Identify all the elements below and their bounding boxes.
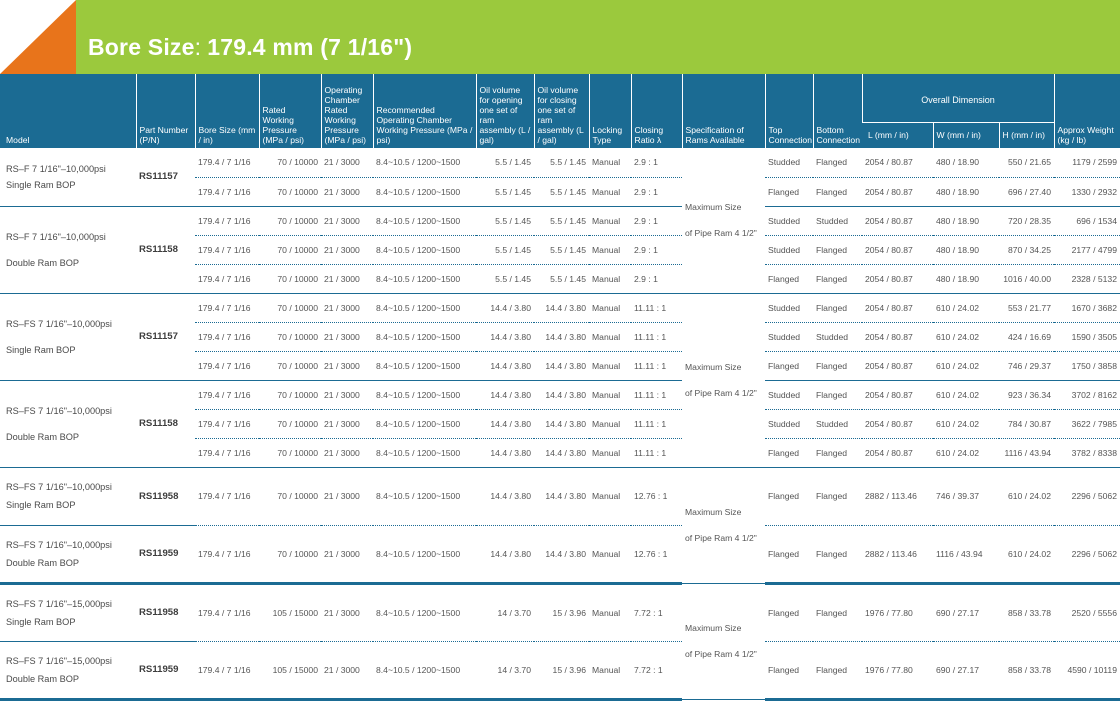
- model-type: Single Ram BOP: [6, 179, 76, 190]
- cell-weight: 2296 / 5062: [1054, 525, 1120, 583]
- col-oil-open: Oil volume for opening one set of ram assembly (L / gal): [476, 74, 534, 148]
- cell-bore-size: 179.4 / 7 1/16: [195, 641, 259, 699]
- spec-line2: of Pipe Ram 4 1/2": [685, 533, 757, 543]
- cell-width: 480 / 18.90: [933, 264, 999, 293]
- model-name: RS–FS 7 1/16"–10,000psi: [6, 405, 112, 416]
- cell-closing-ratio: 11.11 : 1: [631, 351, 682, 380]
- cell-bore-size: 179.4 / 7 1/16: [195, 583, 259, 641]
- table-body: [0, 148, 1120, 699]
- cell-closing-ratio: 2.9 : 1: [631, 206, 682, 235]
- title-prefix: Bore Size: [88, 34, 195, 60]
- model-name: RS–FS 7 1/16"–15,000psi: [6, 598, 112, 609]
- cell-bore-size: 179.4 / 7 1/16: [195, 264, 259, 293]
- cell-height: 1016 / 40.00: [999, 264, 1054, 293]
- part-number: RS11958: [136, 583, 195, 641]
- cell-oil-open: 5.5 / 1.45: [476, 264, 534, 293]
- cell-bore-size: 179.4 / 7 1/16: [195, 148, 259, 177]
- model-cell: [0, 583, 136, 641]
- cell-recommended-pressure: 8.4~10.5 / 1200~1500: [373, 322, 476, 351]
- cell-rated-pressure: 70 / 10000: [259, 409, 321, 438]
- cell-length: 2054 / 80.87: [862, 264, 933, 293]
- cell-chamber-pressure: 21 / 3000: [321, 467, 373, 525]
- model-name: RS–F 7 1/16"–10,000psi: [6, 163, 106, 174]
- spec-line2: of Pipe Ram 4 1/2": [685, 388, 757, 398]
- cell-width: 610 / 24.02: [933, 293, 999, 322]
- cell-length: 2054 / 80.87: [862, 351, 933, 380]
- cell-weight: 3702 / 8162: [1054, 380, 1120, 409]
- spec-rams-cell: [682, 293, 765, 467]
- cell-width: 480 / 18.90: [933, 235, 999, 264]
- cell-oil-close: 15 / 3.96: [534, 583, 589, 641]
- cell-chamber-pressure: 21 / 3000: [321, 380, 373, 409]
- cell-top-connection: Flanged: [765, 264, 813, 293]
- cell-rated-pressure: 70 / 10000: [259, 438, 321, 467]
- cell-chamber-pressure: 21 / 3000: [321, 409, 373, 438]
- cell-height: 610 / 24.02: [999, 525, 1054, 583]
- corner-triangle: [0, 0, 76, 74]
- cell-width: 690 / 27.17: [933, 583, 999, 641]
- cell-rated-pressure: 70 / 10000: [259, 177, 321, 206]
- model-name: RS–FS 7 1/16"–10,000psi: [6, 318, 112, 329]
- cell-recommended-pressure: 8.4~10.5 / 1200~1500: [373, 293, 476, 322]
- cell-oil-close: 5.5 / 1.45: [534, 206, 589, 235]
- cell-weight: 4590 / 10119: [1054, 641, 1120, 699]
- cell-weight: 1179 / 2599: [1054, 148, 1120, 177]
- cell-closing-ratio: 2.9 : 1: [631, 235, 682, 264]
- cell-rated-pressure: 70 / 10000: [259, 293, 321, 322]
- cell-top-connection: Studded: [765, 380, 813, 409]
- cell-weight: 3622 / 7985: [1054, 409, 1120, 438]
- cell-locking-type: Manual: [589, 351, 631, 380]
- col-top-connection: Top Connection: [765, 74, 813, 148]
- cell-weight: 1330 / 2932: [1054, 177, 1120, 206]
- cell-bottom-connection: Flanged: [813, 467, 862, 525]
- cell-oil-close: 5.5 / 1.45: [534, 177, 589, 206]
- spec-rams-cell: [682, 467, 765, 583]
- cell-oil-open: 14.4 / 3.80: [476, 467, 534, 525]
- cell-closing-ratio: 11.11 : 1: [631, 322, 682, 351]
- spec-rams-cell: [682, 148, 765, 293]
- model-cell: [0, 293, 136, 380]
- cell-length: 2882 / 113.46: [862, 525, 933, 583]
- cell-bore-size: 179.4 / 7 1/16: [195, 351, 259, 380]
- cell-recommended-pressure: 8.4~10.5 / 1200~1500: [373, 351, 476, 380]
- cell-locking-type: Manual: [589, 641, 631, 699]
- cell-height: 858 / 33.78: [999, 583, 1054, 641]
- cell-height: 746 / 29.37: [999, 351, 1054, 380]
- cell-bore-size: 179.4 / 7 1/16: [195, 467, 259, 525]
- cell-top-connection: Flanged: [765, 351, 813, 380]
- col-locking-type: Locking Type: [589, 74, 631, 148]
- cell-weight: 1590 / 3505: [1054, 322, 1120, 351]
- cell-rated-pressure: 70 / 10000: [259, 148, 321, 177]
- cell-recommended-pressure: 8.4~10.5 / 1200~1500: [373, 148, 476, 177]
- cell-closing-ratio: 2.9 : 1: [631, 264, 682, 293]
- cell-rated-pressure: 70 / 10000: [259, 351, 321, 380]
- cell-bottom-connection: Flanged: [813, 264, 862, 293]
- cell-height: 553 / 21.77: [999, 293, 1054, 322]
- cell-bore-size: 179.4 / 7 1/16: [195, 525, 259, 583]
- cell-oil-close: 14.4 / 3.80: [534, 409, 589, 438]
- cell-oil-close: 14.4 / 3.80: [534, 438, 589, 467]
- model-type: Single Ram BOP: [6, 500, 76, 510]
- cell-length: 2054 / 80.87: [862, 438, 933, 467]
- model-type: Single Ram BOP: [6, 616, 76, 627]
- cell-rated-pressure: 70 / 10000: [259, 264, 321, 293]
- cell-closing-ratio: 11.11 : 1: [631, 438, 682, 467]
- cell-top-connection: Flanged: [765, 467, 813, 525]
- cell-locking-type: Manual: [589, 409, 631, 438]
- cell-weight: 1670 / 3682: [1054, 293, 1120, 322]
- cell-recommended-pressure: 8.4~10.5 / 1200~1500: [373, 264, 476, 293]
- cell-oil-open: 5.5 / 1.45: [476, 148, 534, 177]
- cell-height: 720 / 28.35: [999, 206, 1054, 235]
- cell-locking-type: Manual: [589, 177, 631, 206]
- part-number: RS11959: [136, 525, 195, 583]
- cell-bore-size: 179.4 / 7 1/16: [195, 293, 259, 322]
- cell-width: 690 / 27.17: [933, 641, 999, 699]
- cell-rated-pressure: 70 / 10000: [259, 322, 321, 351]
- part-number: RS11158: [136, 206, 195, 293]
- col-oil-close: Oil volume for closing one set of ram assembly (L / gal): [534, 74, 589, 148]
- cell-closing-ratio: 11.11 : 1: [631, 293, 682, 322]
- cell-oil-close: 14.4 / 3.80: [534, 380, 589, 409]
- cell-width: 610 / 24.02: [933, 409, 999, 438]
- cell-height: 1116 / 43.94: [999, 438, 1054, 467]
- col-bore-size: Bore Size (mm / in): [195, 74, 259, 148]
- cell-oil-open: 14.4 / 3.80: [476, 293, 534, 322]
- part-number: RS11157: [136, 293, 195, 380]
- cell-locking-type: Manual: [589, 235, 631, 264]
- cell-chamber-pressure: 21 / 3000: [321, 583, 373, 641]
- cell-oil-open: 14.4 / 3.80: [476, 438, 534, 467]
- cell-top-connection: Flanged: [765, 438, 813, 467]
- title-separator: :: [194, 34, 202, 60]
- cell-height: 696 / 27.40: [999, 177, 1054, 206]
- cell-locking-type: Manual: [589, 438, 631, 467]
- cell-top-connection: Studded: [765, 235, 813, 264]
- cell-length: 2054 / 80.87: [862, 148, 933, 177]
- cell-height: 610 / 24.02: [999, 467, 1054, 525]
- cell-height: 858 / 33.78: [999, 641, 1054, 699]
- part-number: RS11157: [136, 148, 195, 206]
- cell-chamber-pressure: 21 / 3000: [321, 264, 373, 293]
- cell-bottom-connection: Flanged: [813, 351, 862, 380]
- cell-length: 2054 / 80.87: [862, 380, 933, 409]
- cell-oil-open: 5.5 / 1.45: [476, 235, 534, 264]
- table-row: [0, 293, 1120, 322]
- cell-weight: 3782 / 8338: [1054, 438, 1120, 467]
- cell-recommended-pressure: 8.4~10.5 / 1200~1500: [373, 583, 476, 641]
- cell-height: 923 / 36.34: [999, 380, 1054, 409]
- cell-closing-ratio: 7.72 : 1: [631, 641, 682, 699]
- cell-rated-pressure: 105 / 15000: [259, 583, 321, 641]
- cell-locking-type: Manual: [589, 148, 631, 177]
- cell-bottom-connection: Flanged: [813, 148, 862, 177]
- model-name: RS–FS 7 1/16"–10,000psi: [6, 539, 112, 550]
- table-row: [0, 380, 1120, 409]
- cell-closing-ratio: 12.76 : 1: [631, 467, 682, 525]
- part-number: RS11158: [136, 380, 195, 467]
- cell-bottom-connection: Flanged: [813, 525, 862, 583]
- cell-length: 2054 / 80.87: [862, 177, 933, 206]
- cell-bore-size: 179.4 / 7 1/16: [195, 235, 259, 264]
- cell-locking-type: Manual: [589, 293, 631, 322]
- cell-weight: 2520 / 5556: [1054, 583, 1120, 641]
- cell-weight: 696 / 1534: [1054, 206, 1120, 235]
- cell-weight: 2177 / 4799: [1054, 235, 1120, 264]
- cell-bore-size: 179.4 / 7 1/16: [195, 380, 259, 409]
- cell-locking-type: Manual: [589, 206, 631, 235]
- cell-bore-size: 179.4 / 7 1/16: [195, 438, 259, 467]
- col-recommended-pressure: Recommended Operating Chamber Working Pressure (MPa / psi): [373, 74, 476, 148]
- col-weight: Approx Weight (kg / lb): [1054, 74, 1120, 148]
- cell-width: 480 / 18.90: [933, 148, 999, 177]
- header-row: [0, 74, 1120, 122]
- cell-rated-pressure: 70 / 10000: [259, 467, 321, 525]
- cell-closing-ratio: 12.76 : 1: [631, 525, 682, 583]
- cell-recommended-pressure: 8.4~10.5 / 1200~1500: [373, 525, 476, 583]
- cell-bottom-connection: Studded: [813, 322, 862, 351]
- cell-oil-open: 14.4 / 3.80: [476, 409, 534, 438]
- cell-height: 870 / 34.25: [999, 235, 1054, 264]
- cell-length: 1976 / 77.80: [862, 583, 933, 641]
- col-part-number: Part Number (P/N): [136, 74, 195, 148]
- cell-rated-pressure: 70 / 10000: [259, 235, 321, 264]
- cell-bore-size: 179.4 / 7 1/16: [195, 177, 259, 206]
- cell-oil-open: 14.4 / 3.80: [476, 525, 534, 583]
- spec-line1: Maximum Size: [685, 202, 742, 213]
- cell-length: 2054 / 80.87: [862, 293, 933, 322]
- cell-top-connection: Flanged: [765, 583, 813, 641]
- cell-chamber-pressure: 21 / 3000: [321, 148, 373, 177]
- cell-oil-open: 5.5 / 1.45: [476, 177, 534, 206]
- model-type: Double Ram BOP: [6, 557, 80, 568]
- cell-top-connection: Studded: [765, 148, 813, 177]
- cell-width: 480 / 18.90: [933, 206, 999, 235]
- table-row: [0, 467, 1120, 525]
- cell-recommended-pressure: 8.4~10.5 / 1200~1500: [373, 177, 476, 206]
- cell-width: 610 / 24.02: [933, 380, 999, 409]
- col-bottom-connection: Bottom Connection: [813, 74, 862, 148]
- cell-locking-type: Manual: [589, 322, 631, 351]
- cell-chamber-pressure: 21 / 3000: [321, 351, 373, 380]
- cell-chamber-pressure: 21 / 3000: [321, 438, 373, 467]
- cell-length: 2054 / 80.87: [862, 235, 933, 264]
- spec-line1: Maximum Size: [685, 507, 742, 517]
- model-type: Single Ram BOP: [6, 344, 76, 355]
- cell-bore-size: 179.4 / 7 1/16: [195, 206, 259, 235]
- cell-recommended-pressure: 8.4~10.5 / 1200~1500: [373, 409, 476, 438]
- cell-width: 610 / 24.02: [933, 322, 999, 351]
- cell-recommended-pressure: 8.4~10.5 / 1200~1500: [373, 641, 476, 699]
- cell-locking-type: Manual: [589, 264, 631, 293]
- cell-rated-pressure: 70 / 10000: [259, 380, 321, 409]
- cell-bottom-connection: Flanged: [813, 293, 862, 322]
- cell-recommended-pressure: 8.4~10.5 / 1200~1500: [373, 206, 476, 235]
- cell-oil-open: 14.4 / 3.80: [476, 380, 534, 409]
- cell-locking-type: Manual: [589, 380, 631, 409]
- cell-weight: 1750 / 3858: [1054, 351, 1120, 380]
- cell-locking-type: Manual: [589, 583, 631, 641]
- spec-line2: of Pipe Ram 4 1/2": [685, 228, 757, 239]
- col-height: H (mm / in): [999, 122, 1054, 148]
- cell-oil-close: 14.4 / 3.80: [534, 293, 589, 322]
- cell-oil-close: 5.5 / 1.45: [534, 235, 589, 264]
- col-length: L (mm / in): [862, 122, 933, 148]
- cell-oil-close: 14.4 / 3.80: [534, 322, 589, 351]
- cell-recommended-pressure: 8.4~10.5 / 1200~1500: [373, 438, 476, 467]
- cell-width: 746 / 39.37: [933, 467, 999, 525]
- model-name: RS–FS 7 1/16"–10,000psi: [6, 482, 112, 492]
- model-cell: [0, 641, 136, 699]
- cell-top-connection: Flanged: [765, 641, 813, 699]
- cell-oil-close: 5.5 / 1.45: [534, 148, 589, 177]
- cell-chamber-pressure: 21 / 3000: [321, 641, 373, 699]
- cell-bottom-connection: Studded: [813, 409, 862, 438]
- cell-oil-close: 5.5 / 1.45: [534, 264, 589, 293]
- table-row: [0, 583, 1120, 641]
- cell-closing-ratio: 11.11 : 1: [631, 409, 682, 438]
- cell-length: 2054 / 80.87: [862, 409, 933, 438]
- cell-bottom-connection: Flanged: [813, 583, 862, 641]
- col-rated-pressure: Rated Working Pressure (MPa / psi): [259, 74, 321, 148]
- col-spec-rams: Specification of Rams Available: [682, 74, 765, 148]
- title-value: 179.4 mm (7 1/16"): [207, 34, 413, 60]
- cell-bottom-connection: Flanged: [813, 177, 862, 206]
- cell-oil-close: 14.4 / 3.80: [534, 525, 589, 583]
- table-row: [0, 206, 1120, 235]
- cell-bottom-connection: Flanged: [813, 380, 862, 409]
- cell-chamber-pressure: 21 / 3000: [321, 525, 373, 583]
- model-type: Double Ram BOP: [6, 257, 80, 268]
- col-closing-ratio: Closing Ratio λ: [631, 74, 682, 148]
- page-title: [88, 34, 412, 61]
- cell-chamber-pressure: 21 / 3000: [321, 235, 373, 264]
- model-type: Double Ram BOP: [6, 431, 80, 442]
- cell-chamber-pressure: 21 / 3000: [321, 177, 373, 206]
- cell-chamber-pressure: 21 / 3000: [321, 206, 373, 235]
- spec-table: [0, 74, 1120, 701]
- model-cell: [0, 525, 136, 583]
- cell-closing-ratio: 7.72 : 1: [631, 583, 682, 641]
- cell-closing-ratio: 2.9 : 1: [631, 177, 682, 206]
- model-type: Double Ram BOP: [6, 673, 80, 684]
- cell-length: 2882 / 113.46: [862, 467, 933, 525]
- cell-rated-pressure: 70 / 10000: [259, 206, 321, 235]
- cell-recommended-pressure: 8.4~10.5 / 1200~1500: [373, 235, 476, 264]
- cell-oil-open: 14 / 3.70: [476, 583, 534, 641]
- spec-rams-cell: [682, 583, 765, 699]
- cell-closing-ratio: 2.9 : 1: [631, 148, 682, 177]
- cell-top-connection: Studded: [765, 322, 813, 351]
- cell-width: 1116 / 43.94: [933, 525, 999, 583]
- table-row: [0, 641, 1120, 699]
- table-row: [0, 525, 1120, 583]
- cell-bottom-connection: Flanged: [813, 641, 862, 699]
- cell-oil-open: 14.4 / 3.80: [476, 322, 534, 351]
- cell-length: 2054 / 80.87: [862, 322, 933, 351]
- cell-top-connection: Studded: [765, 293, 813, 322]
- cell-locking-type: Manual: [589, 467, 631, 525]
- cell-bottom-connection: Studded: [813, 206, 862, 235]
- cell-chamber-pressure: 21 / 3000: [321, 322, 373, 351]
- cell-oil-close: 14.4 / 3.80: [534, 467, 589, 525]
- cell-height: 424 / 16.69: [999, 322, 1054, 351]
- cell-bore-size: 179.4 / 7 1/16: [195, 322, 259, 351]
- cell-recommended-pressure: 8.4~10.5 / 1200~1500: [373, 467, 476, 525]
- cell-closing-ratio: 11.11 : 1: [631, 380, 682, 409]
- col-width: W (mm / in): [933, 122, 999, 148]
- cell-rated-pressure: 70 / 10000: [259, 525, 321, 583]
- part-number: RS11958: [136, 467, 195, 525]
- model-cell: [0, 148, 136, 206]
- cell-chamber-pressure: 21 / 3000: [321, 293, 373, 322]
- table-row: [0, 148, 1120, 177]
- cell-locking-type: Manual: [589, 525, 631, 583]
- cell-oil-open: 14 / 3.70: [476, 641, 534, 699]
- col-chamber-pressure: Operating Chamber Rated Working Pressure (MPa / psi): [321, 74, 373, 148]
- cell-oil-close: 14.4 / 3.80: [534, 351, 589, 380]
- cell-width: 610 / 24.02: [933, 438, 999, 467]
- cell-bottom-connection: Flanged: [813, 438, 862, 467]
- cell-bottom-connection: Flanged: [813, 235, 862, 264]
- col-model: Model: [0, 74, 136, 148]
- cell-oil-close: 15 / 3.96: [534, 641, 589, 699]
- model-name: RS–FS 7 1/16"–15,000psi: [6, 655, 112, 666]
- cell-height: 784 / 30.87: [999, 409, 1054, 438]
- cell-oil-open: 14.4 / 3.80: [476, 351, 534, 380]
- cell-top-connection: Flanged: [765, 525, 813, 583]
- cell-oil-open: 5.5 / 1.45: [476, 206, 534, 235]
- spec-line1: Maximum Size: [685, 623, 742, 633]
- cell-top-connection: Studded: [765, 206, 813, 235]
- cell-height: 550 / 21.65: [999, 148, 1054, 177]
- spec-line2: of Pipe Ram 4 1/2": [685, 649, 757, 659]
- cell-length: 1976 / 77.80: [862, 641, 933, 699]
- model-cell: [0, 467, 136, 525]
- model-name: RS–F 7 1/16"–10,000psi: [6, 231, 106, 242]
- cell-width: 610 / 24.02: [933, 351, 999, 380]
- cell-bore-size: 179.4 / 7 1/16: [195, 409, 259, 438]
- cell-weight: 2296 / 5062: [1054, 467, 1120, 525]
- cell-length: 2054 / 80.87: [862, 206, 933, 235]
- cell-width: 480 / 18.90: [933, 177, 999, 206]
- part-number: RS11959: [136, 641, 195, 699]
- spec-line1: Maximum Size: [685, 362, 742, 372]
- cell-top-connection: Studded: [765, 409, 813, 438]
- cell-weight: 2328 / 5132: [1054, 264, 1120, 293]
- cell-rated-pressure: 105 / 15000: [259, 641, 321, 699]
- cell-top-connection: Flanged: [765, 177, 813, 206]
- col-overall-dimension: Overall Dimension: [862, 74, 1054, 122]
- model-cell: [0, 206, 136, 293]
- cell-recommended-pressure: 8.4~10.5 / 1200~1500: [373, 380, 476, 409]
- model-cell: [0, 380, 136, 467]
